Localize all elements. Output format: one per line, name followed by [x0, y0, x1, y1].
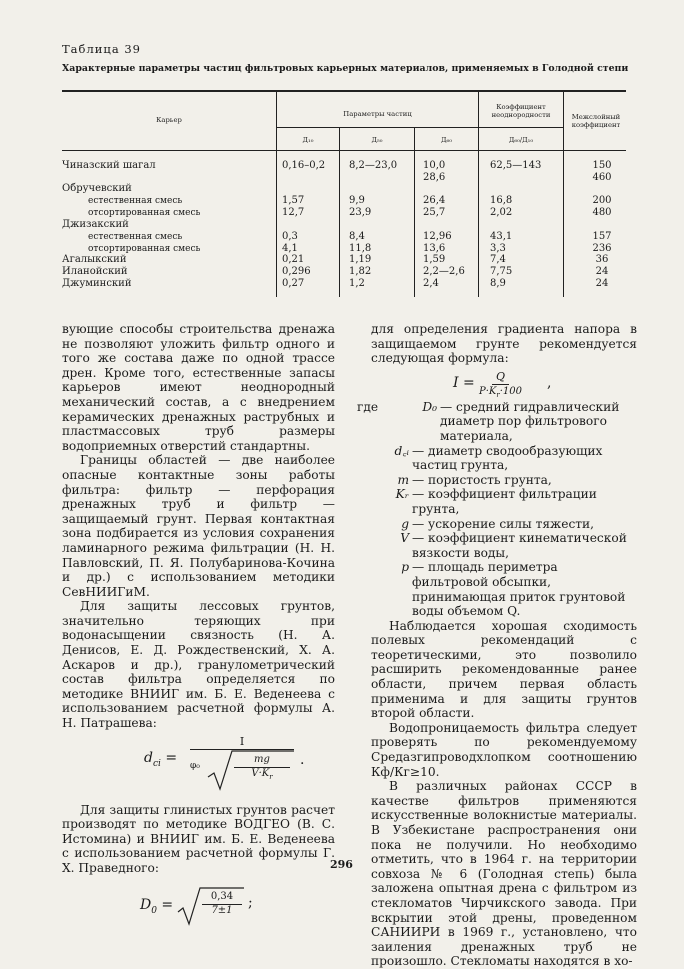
table-title: Характерные параметры частиц фильтровых карьерных материалов, применяемых в Голодной степи	[62, 63, 629, 74]
definition-text: — диаметр сводообразующих частиц грунта,	[412, 443, 603, 473]
definition-item	[357, 487, 637, 516]
table-cell-cu: 7,4	[490, 254, 506, 265]
header-d50: Д₅₀	[371, 136, 383, 144]
header-coef-sub: Д₆₀/Д₁₀	[508, 136, 534, 144]
table-cell-quarry: Джизакский	[62, 219, 129, 230]
f-den: P·K	[479, 386, 497, 398]
table-cell-k: 24	[595, 266, 609, 277]
header-d10: Д₁₀	[302, 136, 314, 144]
table-cell-k: 150	[592, 160, 612, 171]
header-quarry: Карьер	[156, 116, 182, 124]
definition-item	[357, 560, 637, 618]
table-cell-quarry: отсортированная смесь	[88, 244, 201, 254]
definition-symbol: d꜀ᵢ	[394, 443, 409, 458]
definition-item	[357, 444, 637, 473]
definition-text: — коэффициент фильтрации грунта,	[412, 487, 597, 516]
definition-text: — пористость грунта,	[412, 472, 552, 487]
table-cell-d60: 13,6	[423, 243, 446, 254]
definition-item	[357, 473, 637, 488]
header-coef: Коэффициент неоднородности	[491, 103, 551, 119]
table-cell-cu: 2,02	[490, 207, 513, 218]
table-cell-k: 480	[592, 207, 612, 218]
f2-num: 0,34	[202, 890, 242, 906]
table-cell-quarry: естественная смесь	[88, 232, 183, 242]
page-number: 296	[330, 858, 353, 871]
table-cell-k: 157	[592, 231, 612, 242]
table-top-rule	[62, 90, 626, 92]
table-cell-k: 236	[592, 243, 612, 254]
table-caption: Таблица 39	[62, 42, 141, 56]
table-cell-k: 24	[595, 278, 609, 289]
where-word: где	[357, 399, 379, 414]
table-cell-quarry: естественная смесь	[88, 196, 183, 206]
table-cell-d50: 1,82	[349, 266, 372, 277]
definitions-list	[357, 400, 637, 619]
table-cell-d60: 2,4	[423, 278, 439, 289]
table-cell-d50: 11,8	[349, 243, 372, 254]
table-cell-k: 36	[595, 254, 609, 265]
f1-lhs: d	[144, 749, 153, 766]
table-cell-cu: 7,75	[490, 266, 513, 277]
paragraph: Наблюдается хорошая сходимость полевых рекомендаций с теоретическими, это позволило расширить рекомендованные ранее области, причем первая область применима и для защиты грунтов второй области.	[371, 618, 637, 721]
table-cell-quarry: Агалыкский	[62, 254, 127, 265]
formula-gradient: I = $\frac{Q}{P\cdot K_r\cdot 100}$ ,	[453, 369, 552, 400]
definition-item	[357, 517, 637, 532]
paragraph: для определения градиента напора в защищаемом грунте рекомендуется следующая формула:	[371, 322, 637, 366]
table-cell-d10: 0,21	[282, 254, 305, 265]
table-cell-d10: 4,1	[282, 243, 298, 254]
f-comma: ,	[547, 374, 552, 391]
f-lhs: I	[453, 374, 459, 391]
header-inter: Межслойный коэффициент	[571, 113, 621, 129]
definition-item	[357, 531, 637, 560]
f-num: Q	[492, 370, 509, 386]
left-column	[62, 322, 335, 932]
table-cell-cu: 62,5—143	[490, 160, 542, 171]
col-divider	[478, 91, 479, 297]
table-cell-cu: 16,8	[490, 195, 513, 206]
definition-text: — коэффициент кинематической вязкости воды,	[412, 531, 627, 560]
f1-num: I	[190, 735, 294, 751]
table-cell-cu: 43,1	[490, 231, 513, 242]
definition-text: — средний гидравлический диаметр пор фильтрового материала,	[440, 399, 620, 443]
table-cell-d10: 0,3	[282, 231, 298, 242]
header-params: Параметры частиц	[343, 110, 412, 118]
f1-coef: φ₀	[190, 760, 200, 771]
col-divider	[276, 91, 277, 297]
paragraph: Водопроницаемость фильтра следует проверять по рекомендуемому Средазгипроводхлопком соотношению Кф/Кг≥10.	[371, 720, 637, 779]
f-den-sub: r	[496, 391, 500, 400]
table-cell-quarry: Джуминский	[62, 278, 132, 289]
table-cell-d60: 25,7	[423, 207, 446, 218]
table-cell-d60: 1,59	[423, 254, 446, 265]
table-cell-cu: 8,9	[490, 278, 506, 289]
table-cell-d60: 10,0	[423, 160, 446, 171]
definition-text: — площадь периметра фильтровой обсыпки, принимающая приток грунтовой воды объемом Q.	[412, 560, 626, 619]
f2-den: 7±1	[211, 904, 233, 916]
f2-semicolon: ;	[248, 894, 253, 911]
f2-lhs-sub: 0	[151, 905, 157, 916]
table-cell-d50: 1,2	[349, 278, 365, 289]
header-d60: Д₆₀	[441, 136, 452, 144]
paragraph: В различных районах СССР в качестве фильтров применяются искусственные волокнистые материалы. В Узбекистане распространения они пока не получили. Но необходимо отметить, что в 1964 г. на территории совхоза № 6 (Голодная степь) была заложена опытная дрена с фильтром из стекломатов Чирчикского завода. При вскрытии этой дрены, проведенном САНИИРИ в 1969 г., установлено, что заиления дренажных труб не произошло. Стекломаты находятся в хо-	[371, 779, 637, 969]
paragraph: Границы областей — две наиболее опасные контактные зоны работы фильтра: фильтр — перфорация дренажных труб и фильтр — защищаемый грунт. Первая контактная зона подбирается из условия сохранения ламинарного режима фильтрации (Н. Н. Павловский, П. Я. Полубаринова-Кочина и др.) с использованием методики СевНИИГиМ.	[62, 453, 335, 599]
table-cell-d10: 0,16–0,2	[282, 160, 326, 171]
definition-symbol: Kᵣ	[395, 487, 409, 502]
table-cell-d60: 2,2—2,6	[423, 266, 465, 277]
definition-symbol: g	[401, 516, 409, 531]
f1-lhs-sub: ci	[152, 758, 161, 769]
col-divider	[414, 127, 415, 297]
definition-text: — ускорение силы тяжести,	[412, 516, 595, 531]
table-cell-d50: 8,4	[349, 231, 365, 242]
f2-lhs: D	[140, 896, 152, 913]
col-divider	[339, 127, 340, 297]
table-cell-k: 200	[592, 195, 612, 206]
formula-pravedny: $D_0$ = 0,34 7±1 ;	[62, 876, 335, 932]
definition-symbol: D₀	[422, 399, 437, 414]
definition-symbol: V	[400, 531, 409, 546]
table-cell-d50: 1,19	[349, 254, 372, 265]
table-cell-quarry: отсортированная смесь	[88, 208, 201, 218]
table-cell-d60: 26,4	[423, 195, 446, 206]
f1-rad-den-sub: r	[269, 772, 273, 781]
header-bottom-rule	[62, 150, 626, 151]
header-subrule	[277, 127, 563, 128]
table-cell-quarry: Обручевский	[62, 183, 132, 194]
definition-item	[357, 400, 637, 444]
table-cell-d50: 8,2—23,0	[349, 160, 398, 171]
table-cell-d10: 0,27	[282, 278, 305, 289]
table-cell-d50: 9,9	[349, 195, 365, 206]
formula-patrashev: $d_{ci}$ = I φ₀ mg $V\cdot K_r$ .	[62, 731, 335, 803]
table-cell-d60: 28,6	[423, 172, 446, 183]
col-divider	[563, 91, 564, 297]
paragraph: Для защиты глинистых грунтов расчет производят по методике ВОДГЕО (В. С. Истомина) и ВНИИГ им. Б. Е. Веденеева с использованием расчетной формулы Г. Х. Праведного:	[62, 802, 335, 875]
table-cell-d10: 0,296	[282, 266, 311, 277]
table-cell-d60: 12,96	[423, 231, 452, 242]
table-cell-k: 460	[592, 172, 612, 183]
f1-rad-den: V·K	[251, 767, 270, 779]
table-cell-cu: 3,3	[490, 243, 506, 254]
f1-rad-num: mg	[234, 753, 290, 769]
paragraph: Для защиты лессовых грунтов, значительно теряющих при водонасыщении связность (Н. А. Денисов, Е. Д. Рождественский, Х. А. Аскаров и др.), гранулометрический состав фильтра определяется по методике ВНИИГ им. Б. Е. Веденеева с использованием расчетной формулы А. Н. Патрашева:	[62, 599, 335, 731]
f-den-tail: ·100	[499, 386, 523, 398]
table-cell-d50: 23,9	[349, 207, 372, 218]
table-cell-quarry: Чиназский шагал	[62, 160, 156, 171]
table-cell-d10: 1,57	[282, 195, 305, 206]
f1-period: .	[300, 751, 305, 768]
table-cell-quarry: Иланойский	[62, 266, 128, 277]
table-cell-d10: 12,7	[282, 207, 305, 218]
definition-symbol: m	[397, 472, 409, 487]
definition-symbol: p	[401, 560, 409, 575]
right-column	[357, 322, 637, 969]
paragraph: вующие способы строительства дренажа не позволяют уложить фильтр одного и того же состава даже по одной трассе дрен. Кроме того, естественные запасы карьеров имеют неоднородный механический состав, а с внедрением керамических дренажных раструбных и пластмассовых труб размеры водоприемных отверстий стандартны.	[62, 322, 335, 453]
